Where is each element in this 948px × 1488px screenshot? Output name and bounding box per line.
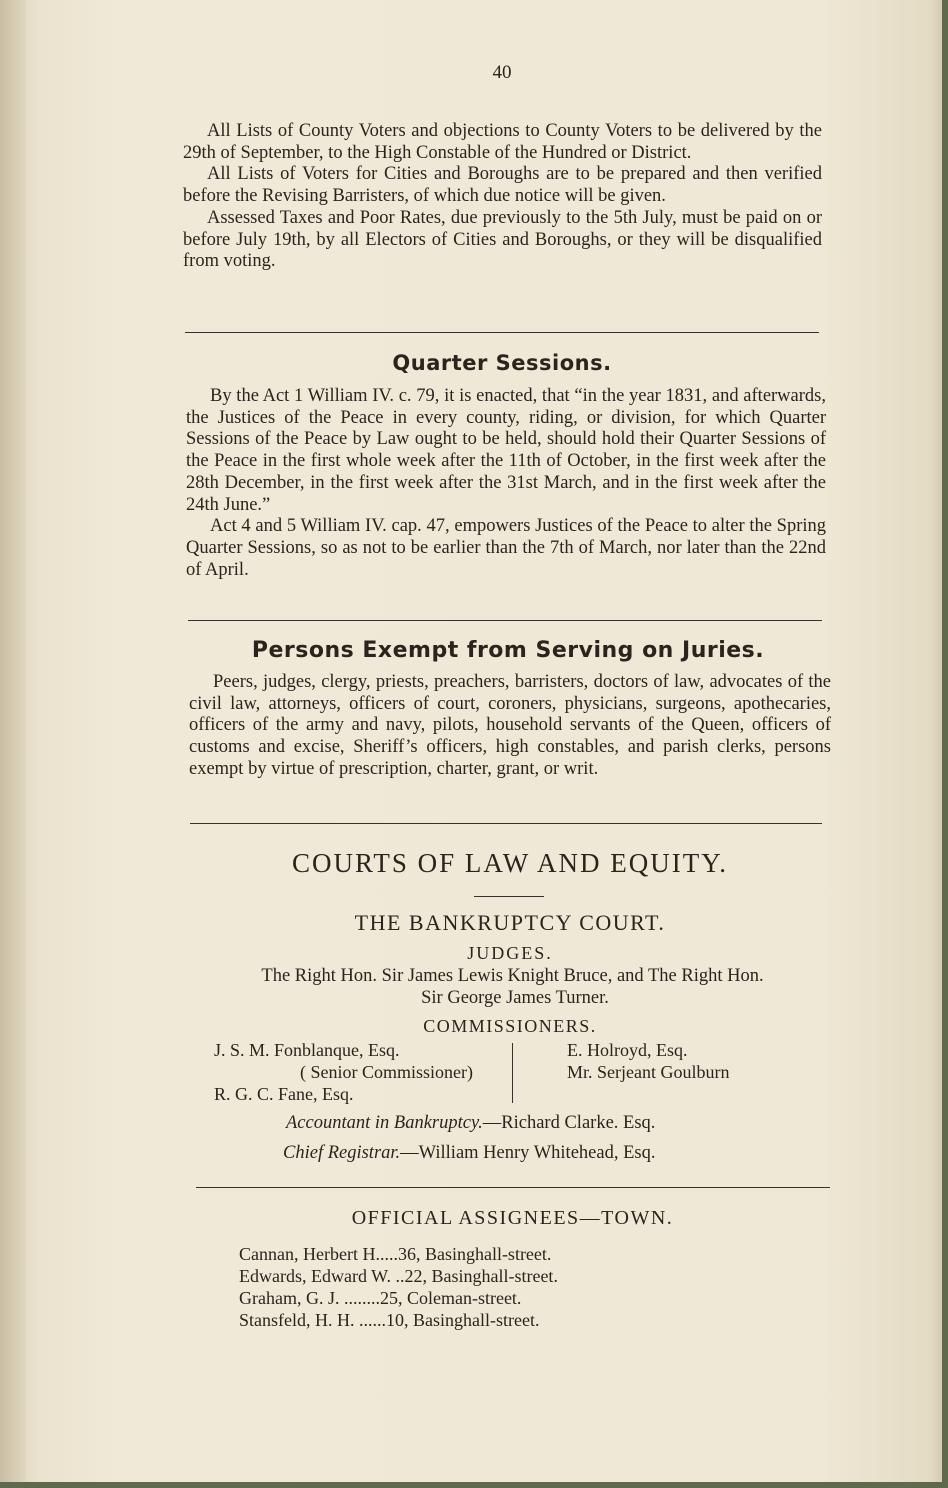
commissioner-left-3: R. G. C. Fane, Esq. bbox=[214, 1084, 354, 1104]
short-divider bbox=[474, 896, 544, 897]
page-border-bottom bbox=[0, 1482, 948, 1488]
juries-paragraph: Peers, judges, clergy, priests, preachers, barristers, doctors of law, advocates of the civil law, attorneys, officers of court, coroners, physicians, surgeons, apothecaries, officers of the army and navy, pilots, household servants of the Queen, officers of customs and excise, Sheriff’s officers, high constables, and parish clerks, persons exempt by virtue of prescription, charter, grant, or writ. bbox=[189, 672, 831, 779]
quarter-sessions-paragraph-2: Act 4 and 5 William IV. cap. 47, empowers Justices of the Peace to alter the Spring Quarter Sessions, so as not to be earlier than the 7th of March, nor later than the 22nd of April. bbox=[186, 516, 826, 580]
assignee-row: Cannan, Herbert H.....36, Basinghall-street. bbox=[239, 1244, 552, 1264]
commissioners-heading: COMMISSIONERS. bbox=[423, 1016, 597, 1036]
accountant-line bbox=[286, 1113, 655, 1134]
voters-section bbox=[183, 121, 822, 273]
commissioner-left-1: J. S. M. Fonblanque, Esq. bbox=[214, 1040, 400, 1060]
accountant-label: Accountant in Bankruptcy. bbox=[286, 1113, 483, 1133]
quarter-sessions-paragraph-1: By the Act 1 William IV. c. 79, it is enacted, that “in the year 1831, and afterwards, the Justices of the Peace in every county, riding, or division, for which Quarter Sessions of the Peace by Law ought to be held, should hold their Quarter Sessions of the Peace in the first whole week after the 11th of October, in the first week after the 28th December, in the first week after the 31st March, and in the first week after the 24th June.” bbox=[186, 386, 826, 515]
voters-paragraph-2: All Lists of Voters for Cities and Boroughs are to be prepared and then verified before the Revising Barristers, of which due notice will be given. bbox=[183, 164, 822, 207]
assignee-row: Stansfeld, H. H. ......10, Basinghall-street. bbox=[239, 1310, 540, 1330]
bankruptcy-court-title: THE BANKRUPTCY COURT. bbox=[354, 910, 666, 935]
judges-line-1: The Right Hon. Sir James Lewis Knight Bruce, and The Right Hon. bbox=[261, 966, 764, 986]
divider-3 bbox=[190, 823, 822, 824]
accountant-name: —Richard Clarke. Esq. bbox=[482, 1113, 656, 1133]
judges-heading: JUDGES. bbox=[467, 943, 553, 963]
judges-line-2: Sir George James Turner. bbox=[421, 988, 609, 1008]
assignees-heading: OFFICIAL ASSIGNEES—TOWN. bbox=[351, 1207, 674, 1229]
voters-paragraph-3: Assessed Taxes and Poor Rates, due previously to the 5th July, must be paid on or before July 19th, by all Electors of Cities and Boroughs, or they will be disqualified from voting. bbox=[183, 207, 822, 272]
page-border-right bbox=[942, 0, 948, 1488]
registrar-name: —William Henry Whitehead, Esq. bbox=[400, 1143, 656, 1163]
assignee-row: Edwards, Edward W. ..22, Basinghall-street. bbox=[239, 1266, 558, 1286]
registrar-label: Chief Registrar. bbox=[283, 1143, 401, 1163]
courts-title: COURTS OF LAW AND EQUITY. bbox=[292, 848, 728, 878]
page-number: 40 bbox=[492, 62, 512, 83]
commissioners-divider bbox=[512, 1043, 513, 1103]
voters-paragraph-1: All Lists of County Voters and objections to County Voters to be delivered by the 29th of September, to the High Constable of the Hundred or District. bbox=[183, 121, 822, 163]
commissioner-right-2: Mr. Serjeant Goulburn bbox=[567, 1062, 730, 1082]
quarter-sessions-heading: Quarter Sessions. bbox=[392, 351, 612, 375]
commissioner-right-1: E. Holroyd, Esq. bbox=[567, 1040, 688, 1060]
divider-4 bbox=[196, 1187, 830, 1188]
commissioner-left-2: ( Senior Commissioner) bbox=[300, 1062, 473, 1082]
page-gutter bbox=[0, 0, 26, 1488]
quarter-sessions-section bbox=[186, 386, 826, 581]
divider-2 bbox=[188, 620, 822, 621]
juries-heading: Persons Exempt from Serving on Juries. bbox=[251, 638, 765, 663]
divider-1 bbox=[185, 332, 819, 333]
juries-section bbox=[189, 672, 831, 781]
assignee-row: Graham, G. J. ........25, Coleman-street. bbox=[239, 1288, 522, 1308]
registrar-line bbox=[283, 1143, 655, 1164]
